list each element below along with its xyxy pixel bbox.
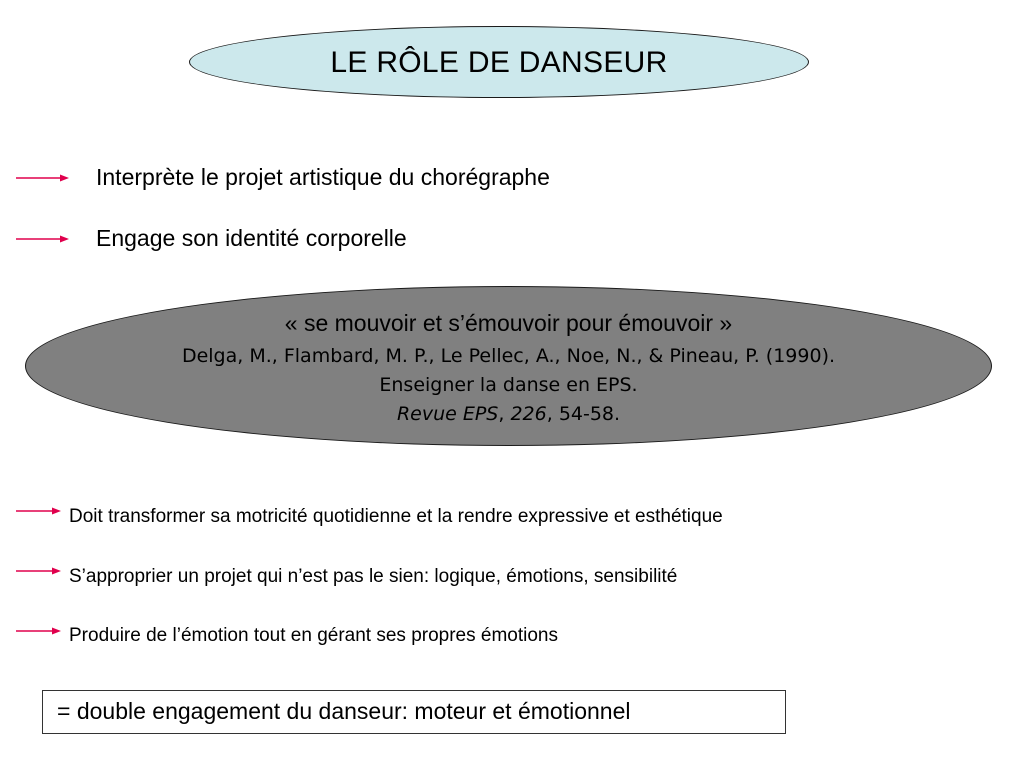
quote-line: « se mouvoir et s’émouvoir pour émouvoir » <box>284 310 733 336</box>
bullet-item: Engage son identité corporelle <box>96 225 407 251</box>
bullet-item: Doit transformer sa motricité quotidienne et la rendre expressive et esthétique <box>69 506 723 527</box>
bullet-item: S’approprier un projet qui n’est pas le sien: logique, émotions, sensibilité <box>69 566 678 587</box>
conclusion-box <box>42 690 786 734</box>
title-ellipse <box>189 26 809 98</box>
bullet-item: Produire de l’émotion tout en gérant ses propres émotions <box>69 625 558 646</box>
bullet-item: Interprète le projet artistique du chorégraphe <box>96 164 550 190</box>
citation-source <box>25 403 992 425</box>
citation-volume: 226 <box>510 403 547 425</box>
right-arrow-icon <box>16 505 62 517</box>
slide-title: LE RÔLE DE DANSEUR <box>330 46 668 79</box>
right-arrow-icon <box>16 233 70 245</box>
right-arrow-icon <box>16 565 62 577</box>
citation-title: Enseigner la danse en EPS. <box>379 374 638 396</box>
citation-separator: , <box>498 403 511 425</box>
citation-authors: Delga, M., Flambard, M. P., Le Pellec, A., Noe, N., & Pineau, P. (1990). <box>181 345 836 367</box>
conclusion-text: = double engagement du danseur: moteur et émotionnel <box>57 698 631 724</box>
right-arrow-icon <box>16 625 62 637</box>
right-arrow-icon <box>16 172 70 184</box>
citation-pages: , 54-58. <box>546 403 621 425</box>
citation-journal: Revue EPS <box>396 403 499 425</box>
